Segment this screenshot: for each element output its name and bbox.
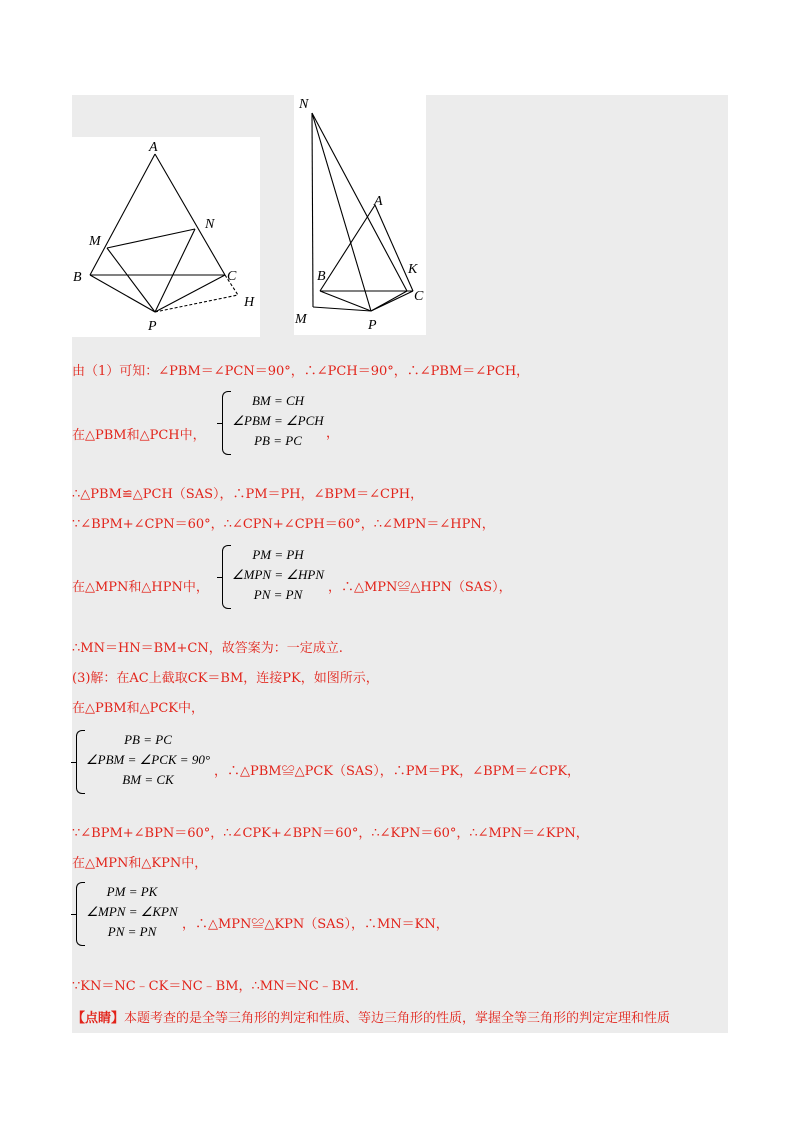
figure-triangle-abc-h: [72, 137, 260, 337]
proof-line-3: ∴△PBM≌△PCH（SAS），∴PM＝PH，∠BPM＝∠CPH，: [72, 487, 424, 502]
system-3-row-2: ∠PBM = ∠PCK = 90°: [85, 752, 211, 767]
system-3-row-1: PB = PC: [124, 732, 172, 747]
system-2-row-1: PM = PH: [252, 547, 304, 562]
system-4-row-3: PN = PN: [107, 924, 157, 939]
label-k: K: [408, 262, 418, 277]
label-a: A: [149, 140, 158, 155]
proof-line-7: (3)解：在AC上截取CK＝BM，连接PK，如图所示，: [72, 671, 379, 686]
label-p: P: [148, 319, 157, 334]
system-4-row-2: ∠MPN = ∠KPN: [86, 904, 178, 919]
proof-line-12-post: ，∴△MPN≌△KPN（SAS），∴MN＝KN，: [182, 917, 449, 932]
label-n: N: [299, 97, 309, 112]
label-m: M: [89, 234, 101, 249]
figure-right-svg: [294, 95, 426, 335]
label-n: N: [205, 217, 215, 232]
equation-system-4: [84, 882, 180, 942]
proof-line-4: ∵∠BPM+∠CPN＝60°，∴∠CPN+∠CPH＝60°，∴∠MPN＝∠HPN，: [72, 517, 495, 532]
proof-line-13: ∵KN＝NC﹣CK＝NC﹣BM，∴MN＝NC﹣BM.: [72, 979, 359, 994]
system-2-row-2: ∠MPN = ∠HPN: [231, 567, 325, 582]
proof-line-8: 在△PBM和△PCK中，: [72, 701, 205, 716]
proof-line-10: ∵∠BPM+∠BPN＝60°，∴∠CPK+∠BPN＝60°，∴∠KPN＝60°，∴∠MPN＝∠KPN，: [72, 826, 589, 841]
system-1-row-2: ∠PBM = ∠PCH: [232, 413, 324, 428]
proof-line-5-pre: 在△MPN和△HPN中，: [72, 580, 209, 595]
proof-line-6: ∴MN＝HN＝BM+CN，故答案为：一定成立.: [72, 641, 343, 656]
label-m: M: [295, 312, 307, 327]
proof-line-14: [72, 1010, 670, 1028]
label-c: C: [414, 289, 424, 304]
proof-line-11: 在△MPN和△KPN中，: [72, 856, 208, 871]
proof-line-9-post: ，∴△PBM≌△PCK（SAS），∴PM＝PK，∠BPM＝∠CPK，: [214, 764, 581, 779]
comment-text: 本题考查的是全等三角形的判定和性质、等边三角形的性质，掌握全等三角形的判定定理和性质: [124, 1011, 671, 1026]
proof-line-1: 由（1）可知：∠PBM＝∠PCN＝90°，∴∠PCH＝90°，∴∠PBM＝∠PCH，: [72, 364, 530, 379]
equation-system-2: [230, 545, 326, 605]
figure-left-svg: [72, 137, 260, 337]
equation-system-3: [84, 730, 212, 790]
label-p: P: [368, 318, 377, 333]
system-3-row-3: BM = CK: [122, 772, 174, 787]
equation-system-1: [232, 391, 324, 451]
system-1-row-3: PB = PC: [254, 433, 302, 448]
system-2-row-3: PN = PN: [253, 587, 303, 602]
proof-line-2-pre: 在△PBM和△PCH中，: [72, 428, 206, 443]
label-h: H: [244, 295, 255, 310]
label-b: B: [73, 270, 82, 285]
proof-line-5-post: ，∴△MPN≌△HPN（SAS），: [328, 580, 512, 595]
brace-1: [222, 391, 231, 455]
comment-tag: 【点睛】: [72, 1011, 125, 1026]
system-4-row-1: PM = PK: [106, 884, 158, 899]
proof-line-2-post: ，: [326, 426, 340, 441]
figure-triangle-abc-k: [294, 95, 426, 335]
label-c: C: [227, 269, 237, 284]
system-1-row-1: BM = CH: [251, 393, 305, 408]
label-b: B: [317, 269, 326, 284]
label-a: A: [374, 194, 383, 209]
